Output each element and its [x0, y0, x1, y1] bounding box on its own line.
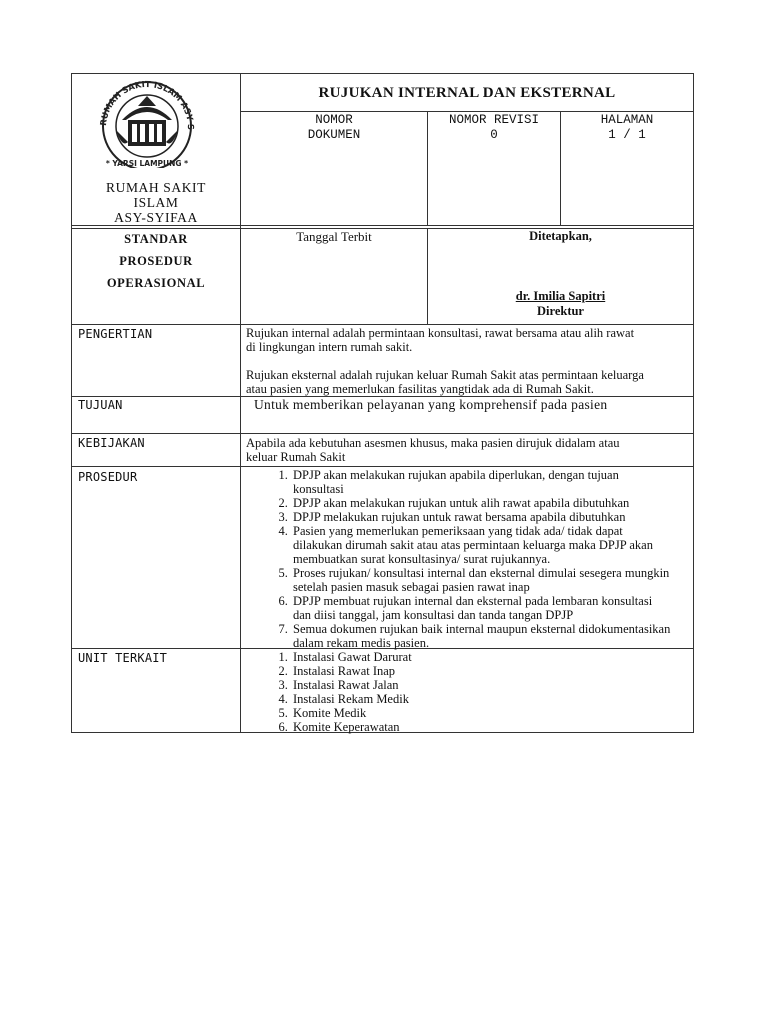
spo-label-line3: OPERASIONAL	[106, 276, 206, 290]
nomor-revisi-label: NOMOR REVISI	[448, 113, 539, 127]
prosedur-item: 3. DPJP melakukan rujukan untuk rawat bersama apabila dibutuhkan	[291, 510, 671, 524]
prosedur-item: 6. DPJP membuat rujukan internal dan eksternal pada lembaran konsultasi dan diisi tanggal, jam konsultasi dan tanda tangan DPJP	[291, 594, 671, 622]
prosedur-label: PROSEDUR	[78, 470, 138, 484]
unit-item: 3. Instalasi Rawat Jalan	[291, 678, 671, 692]
halaman-value: 1 / 1	[608, 128, 646, 142]
pengertian-para1-line2: di lingkungan intern rumah sakit.	[246, 340, 413, 354]
pengertian-label: PENGERTIAN	[78, 327, 153, 341]
header-double-line-a	[71, 225, 694, 226]
unit-item: 5. Komite Medik	[291, 706, 671, 720]
unit-terkait-label: UNIT TERKAIT	[78, 651, 168, 665]
hospital-logo	[92, 76, 202, 168]
unit-item: 1. Instalasi Gawat Darurat	[291, 650, 671, 664]
halaman-label: HALAMAN	[600, 113, 654, 127]
pengertian-text	[246, 326, 692, 396]
nomor-revisi	[428, 113, 560, 143]
row-line-pengertian	[71, 324, 694, 325]
kebijakan-label: KEBIJAKAN	[78, 436, 145, 450]
tujuan-text: Untuk memberikan pelayanan yang komprehensif pada pasien	[254, 397, 608, 412]
row-line-prosedur	[71, 466, 694, 467]
pengertian-para2-line2: atau pasien yang memerlukan fasilitas yangtidak ada di Rumah Sakit.	[246, 382, 594, 396]
spo-label-line1: STANDAR	[124, 232, 188, 246]
unit-terkait-list-container	[241, 650, 671, 734]
kebijakan-line1: Apabila ada kebutuhan asesmen khusus, maka pasien dirujuk didalam atau	[246, 436, 620, 450]
nomor-dokumen-label	[241, 113, 427, 143]
unit-terkait-list	[241, 650, 671, 734]
title-divider	[240, 111, 694, 112]
nomor-dokumen-label-line1: NOMOR	[315, 113, 353, 127]
hospital-logo-svg	[92, 76, 202, 168]
svg-text:RUMAH SAKIT ISLAM ASY SYIFAA B: RUMAH SAKIT ISLAM ASY S	[97, 78, 197, 131]
prosedur-item: 1. DPJP akan melakukan rujukan apabila diperlukan, dengan tujuan konsultasi	[291, 468, 671, 496]
spo-label-line2: PROSEDUR	[119, 254, 193, 268]
signer-name: dr. Imilia Sapitri	[515, 289, 606, 303]
unit-item: 4. Instalasi Rekam Medik	[291, 692, 671, 706]
ditetapkan-label: Ditetapkan,	[529, 229, 592, 243]
prosedur-item: 4. Pasien yang memerlukan pemeriksaan yang tidak ada/ tidak dapat dilakukan dirumah sakit atau atas permintaan keluarga maka DPJP akan membuatkan surat konsultasinya/ surat rujukannya.	[291, 524, 671, 566]
hospital-name-line2: ISLAM	[133, 195, 179, 210]
row-line-kebijakan	[71, 433, 694, 434]
kebijakan-line2: keluar Rumah Sakit	[246, 450, 346, 464]
table-border-right	[693, 73, 694, 733]
hospital-name-line3: ASY-SYIFAA	[114, 210, 198, 225]
hospital-name-line1: RUMAH SAKIT	[106, 180, 206, 195]
table-border-top	[71, 73, 694, 74]
prosedur-item: 2. DPJP akan melakukan rujukan untuk alih rawat apabila dibutuhkan	[291, 496, 671, 510]
pengertian-para1-line1: Rujukan internal adalah permintaan konsultasi, rawat bersama atau alih rawat	[246, 326, 635, 340]
kebijakan-text	[246, 436, 692, 464]
document-title: RUJUKAN INTERNAL DAN EKSTERNAL	[318, 85, 616, 101]
prosedur-item: 7. Semua dokumen rujukan baik internal maupun eksternal didokumentasikan dalam rekam medis pasien.	[291, 622, 671, 650]
tanggal-terbit-label: Tanggal Terbit	[296, 229, 372, 244]
unit-item: 6. Komite Keperawatan	[291, 720, 671, 734]
table-border-left	[71, 73, 72, 733]
tujuan-label: TUJUAN	[78, 398, 123, 412]
prosedur-list	[241, 468, 671, 650]
nomor-dokumen-label-line2: DOKUMEN	[307, 128, 361, 142]
halaman	[561, 113, 693, 143]
unit-item: 2. Instalasi Rawat Inap	[291, 664, 671, 678]
spo-label	[72, 228, 240, 294]
signer-title: Direktur	[537, 304, 584, 318]
pengertian-para2-line1: Rujukan eksternal adalah rujukan keluar Rumah Sakit atas permintaan keluarga	[246, 368, 644, 382]
prosedur-item: 5. Proses rujukan/ konsultasi internal dan eksternal dimulai sesegera mungkin setelah pasien masuk sebagai pasien rawat inap	[291, 566, 671, 594]
signer	[428, 289, 693, 319]
hospital-name	[72, 180, 240, 225]
nomor-revisi-value: 0	[490, 128, 498, 142]
svg-text:* YARSI LAMPUNG *: * YARSI LAMPUNG *	[105, 159, 189, 168]
prosedur-list-container	[241, 468, 671, 650]
